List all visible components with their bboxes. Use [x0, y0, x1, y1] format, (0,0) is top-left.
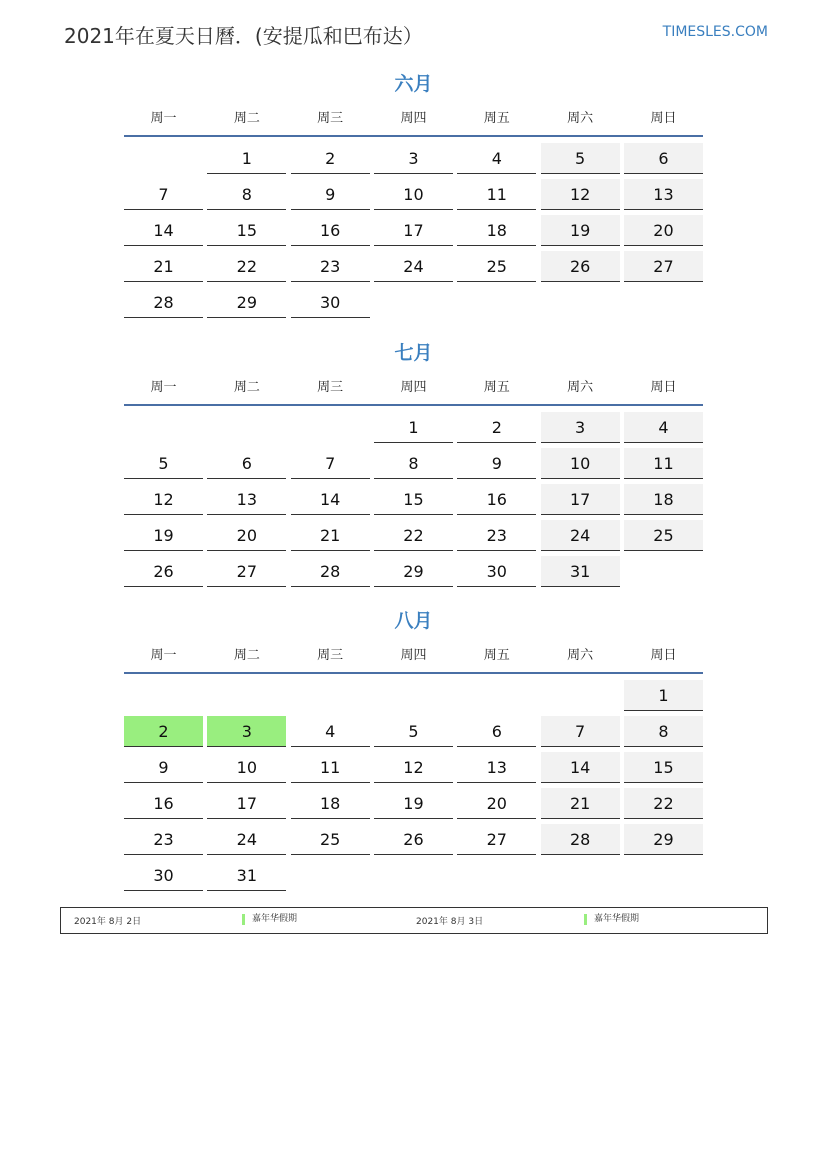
legend-holiday-name: 嘉年华假期: [584, 914, 639, 925]
empty-day-cell: [541, 680, 620, 710]
day-cell[interactable]: 13: [457, 752, 536, 783]
site-link[interactable]: TIMESLES.COM: [662, 24, 768, 40]
day-cell[interactable]: 1: [624, 680, 703, 711]
empty-day-cell: [624, 287, 703, 317]
day-cell[interactable]: 24: [374, 251, 453, 282]
day-cell[interactable]: 28: [291, 556, 370, 587]
day-cell[interactable]: 12: [374, 752, 453, 783]
day-cell[interactable]: 7: [541, 716, 620, 747]
day-cell[interactable]: 12: [124, 484, 203, 515]
week-row: [124, 213, 703, 249]
day-cell[interactable]: 3: [541, 412, 620, 443]
weekday-label: 周二: [233, 111, 260, 126]
month-title: 八月: [394, 610, 433, 632]
day-cell[interactable]: 12: [541, 179, 620, 210]
day-cell[interactable]: 6: [624, 143, 703, 174]
day-cell[interactable]: 8: [207, 179, 286, 210]
day-cell[interactable]: 6: [457, 716, 536, 747]
day-cell[interactable]: 5: [124, 448, 203, 479]
day-cell[interactable]: 17: [374, 215, 453, 246]
day-cell[interactable]: 27: [457, 824, 536, 855]
day-cell[interactable]: 27: [207, 556, 286, 587]
day-cell[interactable]: 19: [124, 520, 203, 551]
day-cell[interactable]: 29: [374, 556, 453, 587]
day-cell[interactable]: 26: [374, 824, 453, 855]
day-cell[interactable]: 17: [207, 788, 286, 819]
day-cell[interactable]: 27: [624, 251, 703, 282]
empty-day-cell: [124, 412, 203, 442]
day-cell[interactable]: 7: [291, 448, 370, 479]
document-title: 2021年在夏天日曆．(安提瓜和巴布达）: [64, 24, 423, 48]
weekday-label: 周五: [483, 648, 510, 663]
day-cell[interactable]: 26: [541, 251, 620, 282]
day-cell[interactable]: 21: [541, 788, 620, 819]
month-block: [124, 607, 703, 894]
weekday-header: [124, 641, 703, 674]
day-cell[interactable]: 24: [541, 520, 620, 551]
week-row: [124, 858, 703, 894]
weekday-label: 周日: [650, 648, 677, 663]
day-cell[interactable]: 31: [541, 556, 620, 587]
week-row: [124, 249, 703, 285]
day-cell[interactable]: 22: [374, 520, 453, 551]
empty-day-cell: [291, 680, 370, 710]
day-cell[interactable]: 28: [124, 287, 203, 318]
day-cell[interactable]: 14: [124, 215, 203, 246]
empty-day-cell: [124, 143, 203, 173]
empty-day-cell: [207, 680, 286, 710]
day-cell[interactable]: 8: [624, 716, 703, 747]
empty-day-cell: [374, 860, 453, 890]
month-block: [124, 70, 703, 321]
day-cell[interactable]: 10: [541, 448, 620, 479]
month-title: 六月: [394, 73, 433, 95]
day-cell[interactable]: 7: [124, 179, 203, 210]
day-cell[interactable]: 28: [541, 824, 620, 855]
week-row: [124, 410, 703, 446]
holiday-day-cell[interactable]: 3: [207, 716, 286, 747]
week-row: [124, 446, 703, 482]
empty-day-cell: [374, 680, 453, 710]
day-cell[interactable]: 3: [374, 143, 453, 174]
weekday-label: 周日: [650, 111, 677, 126]
day-cell[interactable]: 14: [291, 484, 370, 515]
empty-day-cell: [374, 287, 453, 317]
day-cell[interactable]: 5: [374, 716, 453, 747]
day-cell[interactable]: 10: [374, 179, 453, 210]
weekday-label: 周三: [317, 648, 344, 663]
day-cell[interactable]: 23: [457, 520, 536, 551]
week-row: [124, 141, 703, 177]
day-cell[interactable]: 22: [207, 251, 286, 282]
weekday-label: 周一: [150, 380, 177, 395]
day-cell[interactable]: 11: [624, 448, 703, 479]
day-cell[interactable]: 2: [291, 143, 370, 174]
day-cell[interactable]: 25: [624, 520, 703, 551]
weekday-label: 周日: [650, 380, 677, 395]
day-cell[interactable]: 13: [207, 484, 286, 515]
day-cell[interactable]: 11: [291, 752, 370, 783]
day-cell[interactable]: 8: [374, 448, 453, 479]
weekday-label: 周四: [400, 380, 427, 395]
day-cell[interactable]: 23: [124, 824, 203, 855]
weekday-label: 周二: [233, 648, 260, 663]
day-cell[interactable]: 29: [624, 824, 703, 855]
day-cell[interactable]: 14: [541, 752, 620, 783]
day-cell[interactable]: 1: [374, 412, 453, 443]
week-row: [124, 285, 703, 321]
day-cell[interactable]: 15: [374, 484, 453, 515]
empty-day-cell: [457, 860, 536, 890]
weekday-label: 周六: [567, 380, 594, 395]
day-cell[interactable]: 1: [207, 143, 286, 174]
weekday-label: 周三: [317, 111, 344, 126]
day-cell[interactable]: 26: [124, 556, 203, 587]
day-cell[interactable]: 30: [291, 287, 370, 318]
empty-day-cell: [457, 680, 536, 710]
week-row: [124, 750, 703, 786]
day-cell[interactable]: 19: [541, 215, 620, 246]
day-cell[interactable]: 21: [124, 251, 203, 282]
day-cell[interactable]: 9: [457, 448, 536, 479]
weekday-label: 周六: [567, 648, 594, 663]
day-cell[interactable]: 18: [291, 788, 370, 819]
empty-day-cell: [291, 860, 370, 890]
day-cell[interactable]: 4: [457, 143, 536, 174]
day-cell[interactable]: 9: [124, 752, 203, 783]
month-block: [124, 339, 703, 590]
week-row: [124, 786, 703, 822]
day-cell[interactable]: 5: [541, 143, 620, 174]
weekday-label: 周四: [400, 111, 427, 126]
day-cell[interactable]: 4: [291, 716, 370, 747]
day-cell[interactable]: 25: [291, 824, 370, 855]
week-row: [124, 678, 703, 714]
day-cell[interactable]: 16: [457, 484, 536, 515]
weekday-label: 周六: [567, 111, 594, 126]
day-cell[interactable]: 20: [457, 788, 536, 819]
day-cell[interactable]: 24: [207, 824, 286, 855]
weekday-label: 周一: [150, 111, 177, 126]
weekday-header: [124, 104, 703, 137]
holiday-day-cell[interactable]: 2: [124, 716, 203, 747]
day-cell[interactable]: 18: [624, 484, 703, 515]
empty-day-cell: [541, 287, 620, 317]
day-cell[interactable]: 16: [291, 215, 370, 246]
week-row: [124, 482, 703, 518]
empty-day-cell: [624, 860, 703, 890]
day-cell[interactable]: 6: [207, 448, 286, 479]
day-cell[interactable]: 15: [207, 215, 286, 246]
day-cell[interactable]: 4: [624, 412, 703, 443]
month-title: 七月: [394, 342, 433, 364]
day-cell[interactable]: 15: [624, 752, 703, 783]
holiday-legend: [60, 907, 768, 934]
day-cell[interactable]: 22: [624, 788, 703, 819]
weekday-header: [124, 373, 703, 406]
week-row: [124, 177, 703, 213]
day-cell[interactable]: 30: [124, 860, 203, 891]
week-row: [124, 822, 703, 858]
week-row: [124, 714, 703, 750]
day-cell[interactable]: 20: [207, 520, 286, 551]
day-cell[interactable]: 10: [207, 752, 286, 783]
day-cell[interactable]: 11: [457, 179, 536, 210]
legend-holiday-name: 嘉年华假期: [242, 914, 297, 925]
empty-day-cell: [624, 556, 703, 586]
day-cell[interactable]: 19: [374, 788, 453, 819]
empty-day-cell: [291, 412, 370, 442]
empty-day-cell: [207, 412, 286, 442]
day-cell[interactable]: 17: [541, 484, 620, 515]
day-cell[interactable]: 9: [291, 179, 370, 210]
day-cell[interactable]: 25: [457, 251, 536, 282]
empty-day-cell: [457, 287, 536, 317]
legend-date: 2021年 8月 3日: [416, 917, 484, 927]
weekday-label: 周五: [483, 380, 510, 395]
day-cell[interactable]: 13: [624, 179, 703, 210]
day-cell[interactable]: 23: [291, 251, 370, 282]
week-row: [124, 518, 703, 554]
day-cell[interactable]: 21: [291, 520, 370, 551]
weekday-label: 周一: [150, 648, 177, 663]
day-cell[interactable]: 29: [207, 287, 286, 318]
weekday-label: 周三: [317, 380, 344, 395]
day-cell[interactable]: 2: [457, 412, 536, 443]
week-row: [124, 554, 703, 590]
day-cell[interactable]: 16: [124, 788, 203, 819]
weekday-label: 周四: [400, 648, 427, 663]
day-cell[interactable]: 20: [624, 215, 703, 246]
day-cell[interactable]: 30: [457, 556, 536, 587]
weekday-label: 周五: [483, 111, 510, 126]
empty-day-cell: [541, 860, 620, 890]
legend-date: 2021年 8月 2日: [74, 917, 142, 927]
weekday-label: 周二: [233, 380, 260, 395]
day-cell[interactable]: 18: [457, 215, 536, 246]
day-cell[interactable]: 31: [207, 860, 286, 891]
empty-day-cell: [124, 680, 203, 710]
